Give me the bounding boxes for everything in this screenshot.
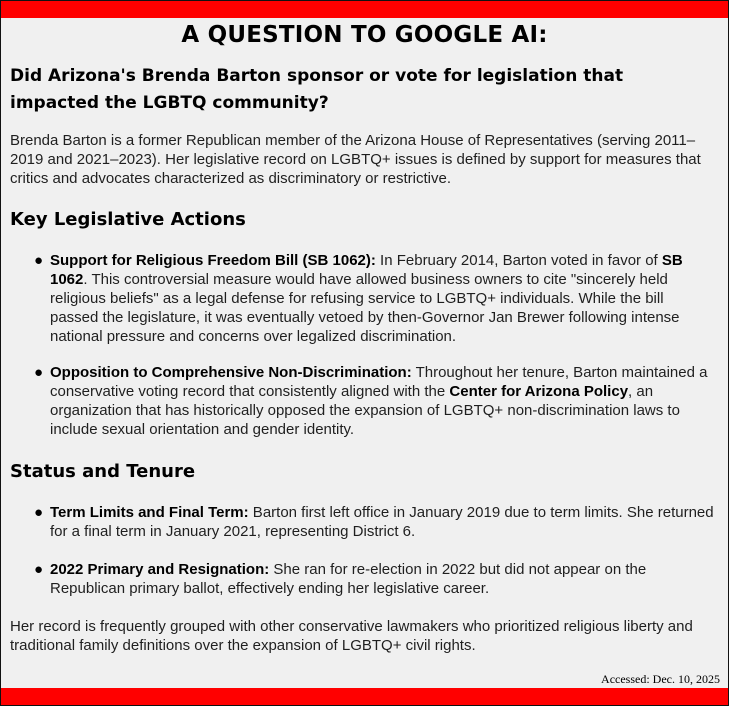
bullet-emphasis: Center for Arizona Policy [449,383,629,400]
bullet-dot: ● [34,252,44,269]
bullet-dot: ● [34,561,44,578]
bullet-text: Throughout her tenure, Barton maintained a conservative voting record that consistently aligned with the [50,364,708,400]
bullet-title: Opposition to Comprehensive Non-Discrimination: [50,364,412,381]
closing-paragraph: Her record is frequently grouped with other conservative lawmakers who prioritized religious liberty and traditional family definitions over the expansion of LGBTQ+ civil rights. [10,618,693,654]
bullet-item [34,560,714,598]
bullet-item [34,503,714,541]
bottom-red-bar [1,688,728,705]
top-red-bar [1,1,728,18]
bullet-title: Term Limits and Final Term: [50,504,249,521]
bullet-dot: ● [34,364,44,381]
section-heading-status: Status and Tenure [10,461,196,482]
bullet-text: , an organization that has historically opposed the expansion of LGBTQ+ non-discrimination laws to include sexual orientation and gender identity. [50,383,680,438]
banner-title: A QUESTION TO GOOGLE AI: [181,22,548,48]
bullet-text: She ran for re-election in 2022 but did not appear on the Republican primary ballot, effectively ending her legislative career. [50,561,647,597]
bullet-text: In February 2014, Barton voted in favor of [375,252,662,269]
bullet-title: 2022 Primary and Resignation: [50,561,270,578]
bullet-item [34,251,714,346]
intro-paragraph: Brenda Barton is a former Republican member of the Arizona House of Representatives (serving 2011–2019 and 2021–2023). Her legislative record on LGBTQ+ issues is defined by support for measures that critics and advocates characterized as discriminatory or restrictive. [10,132,701,187]
bullet-item [34,363,714,439]
bullet-title: Support for Religious Freedom Bill (SB 1062): [50,252,376,269]
bullet-emphasis: SB 1062 [50,252,683,288]
bullet-dot: ● [34,504,44,521]
bullet-text: Barton first left office in January 2019 due to term limits. She returned for a final term in January 2021, representing District 6. [50,504,714,540]
question-heading: Did Arizona's Brenda Barton sponsor or vote for legislation that impacted the LGBTQ community? [10,66,624,113]
accessed-date: Accessed: Dec. 10, 2025 [601,672,720,686]
section-heading-key-actions: Key Legislative Actions [10,209,246,230]
bullet-text: . This controversial measure would have allowed business owners to cite "sincerely held religious beliefs" as a legal defense for refusing service to LGBTQ+ individuals. While the bill passed the legislature, it was eventually vetoed by then-Governor Jan Brewer following intense national pressure and concerns over legalized discrimination. [50,271,680,345]
